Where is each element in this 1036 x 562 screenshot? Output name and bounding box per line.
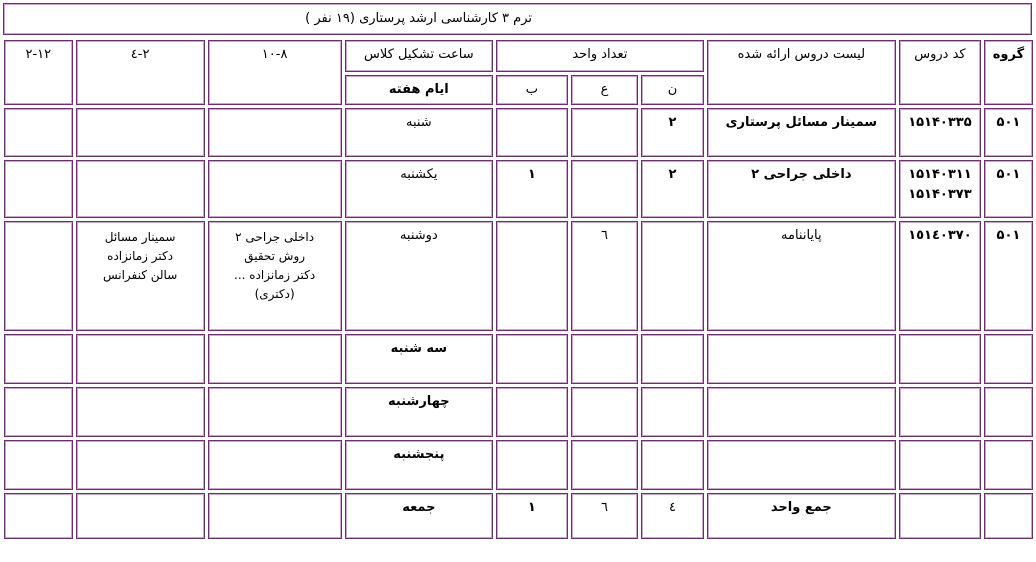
table-row [4,221,1033,331]
course-code-cell-line: ۱۵۱۴۰۳۷۳ [908,187,972,202]
slot-8-10-cell [208,221,342,331]
slot-12-2-cell [4,160,73,218]
table-title [3,3,1032,35]
group-cell [984,493,1033,539]
course-code-cell [899,440,981,490]
slot-2-4-cell-line: سالن کنفرانس [102,268,178,282]
slot-8-10-cell [208,108,342,157]
group-cell: ۵۰۱ [984,108,1033,157]
header-course-list: لیست دروس ارائه شده [707,40,896,105]
unit-n-cell [641,440,703,490]
unit-b-cell: ۱ [496,160,568,218]
course-name-cell [707,387,896,437]
total-unit-b-cell: ۱ [496,493,568,539]
total-label-cell: جمع واحد [707,493,896,539]
total-unit-n-cell: ٤ [641,493,703,539]
header-slot-12-2: ۲-۱۲ [4,40,73,105]
unit-b-cell [496,334,568,384]
course-name-cell: سمینار مسائل پرستاری [707,108,896,157]
unit-b-cell [496,108,568,157]
unit-b-cell [496,221,568,331]
unit-a-cell [571,160,639,218]
unit-a-cell [571,334,639,384]
unit-n-cell [641,334,703,384]
course-name-cell: پایاننامه [707,221,896,331]
slot-2-4-cell-line: دکتر زمانزاده [107,249,174,263]
slot-12-2-cell [4,221,73,331]
course-code-cell-line: ۱۵۱۴۰۳۱۱ [908,167,972,182]
slot-2-4-cell [76,440,205,490]
course-name-cell: داخلی جراحی ۲ [707,160,896,218]
course-code-cell [899,160,981,218]
slot-12-2-cell [4,440,73,490]
weekday-cell: شنبه [345,108,493,157]
slot-2-4-cell [76,493,205,539]
course-name-cell [707,334,896,384]
slot-12-2-cell [4,493,73,539]
course-code-cell [899,493,981,539]
unit-a-cell: ٦ [571,221,639,331]
weekday-cell: پنجشنبه [345,440,493,490]
slot-2-4-cell [76,108,205,157]
slot-2-4-cell [76,387,205,437]
unit-n-cell: ۲ [641,108,703,157]
unit-a-cell [571,108,639,157]
group-cell: ۵۰۱ [984,221,1033,331]
slot-2-4-cell [76,221,205,331]
unit-n-cell [641,221,703,331]
slot-8-10-cell-line: دکتر زمانزاده ... [234,268,316,282]
weekday-cell: چهارشنبه [345,387,493,437]
header-slot-8-10: ۱۰-۸ [208,40,342,105]
slot-12-2-cell [4,334,73,384]
weekday-cell: دوشنبه [345,221,493,331]
table-row [4,108,1033,157]
slot-8-10-cell [208,440,342,490]
header-slot-2-4: ۲-٤ [76,40,205,105]
unit-n-cell: ۲ [641,160,703,218]
schedule-table [1,37,1036,542]
slot-2-4-cell [76,334,205,384]
unit-b-cell [496,440,568,490]
course-code-cell [899,108,981,157]
header-unit-n: ن [641,75,703,105]
slot-2-4-cell-line: سمینار مسائل [104,230,176,244]
table-row [4,160,1033,218]
slot-8-10-cell [208,387,342,437]
course-code-cell [899,221,981,331]
slot-8-10-cell-line: روش تحقیق [244,249,306,263]
header-weekdays: ایام هفته [345,75,493,105]
unit-a-cell [571,440,639,490]
group-cell [984,334,1033,384]
header-unit-b: ب [496,75,568,105]
slot-12-2-cell [4,387,73,437]
group-cell [984,387,1033,437]
slot-12-2-cell [4,108,73,157]
header-unit-count: تعداد واحد [496,40,704,72]
header-course-code: کد دروس [899,40,981,105]
weekday-cell: یکشنبه [345,160,493,218]
course-code-cell [899,334,981,384]
header-unit-a: ع [571,75,639,105]
slot-8-10-cell-line: داخلی جراحی ۲ [235,230,315,244]
slot-8-10-cell [208,334,342,384]
title-text: ترم ۳ کارشناسی ارشد پرستاری (۱۹ نفر ) [305,11,532,26]
slot-8-10-cell [208,160,342,218]
slot-2-4-cell [76,160,205,218]
weekday-cell: سه شنبه [345,334,493,384]
header-group: گروه [984,40,1033,105]
table-row [4,440,1033,490]
group-cell [984,440,1033,490]
slot-8-10-cell [208,493,342,539]
total-row [4,493,1033,539]
group-cell: ۵۰۱ [984,160,1033,218]
total-unit-a-cell: ٦ [571,493,639,539]
unit-n-cell [641,387,703,437]
table-row [4,334,1033,384]
course-code-cell [899,387,981,437]
slot-8-10-cell-line: (دکتری) [254,287,295,301]
weekday-cell: جمعه [345,493,493,539]
course-code-cell-line: ۱۵۱۴۰۳۳۵ [908,115,972,130]
course-name-cell [707,440,896,490]
course-code-cell-line: ۱٥۱٤۰۳۷۰ [908,228,972,243]
unit-a-cell [571,387,639,437]
unit-b-cell [496,387,568,437]
table-row [4,387,1033,437]
header-class-time: ساعت تشکیل کلاس [345,40,493,72]
